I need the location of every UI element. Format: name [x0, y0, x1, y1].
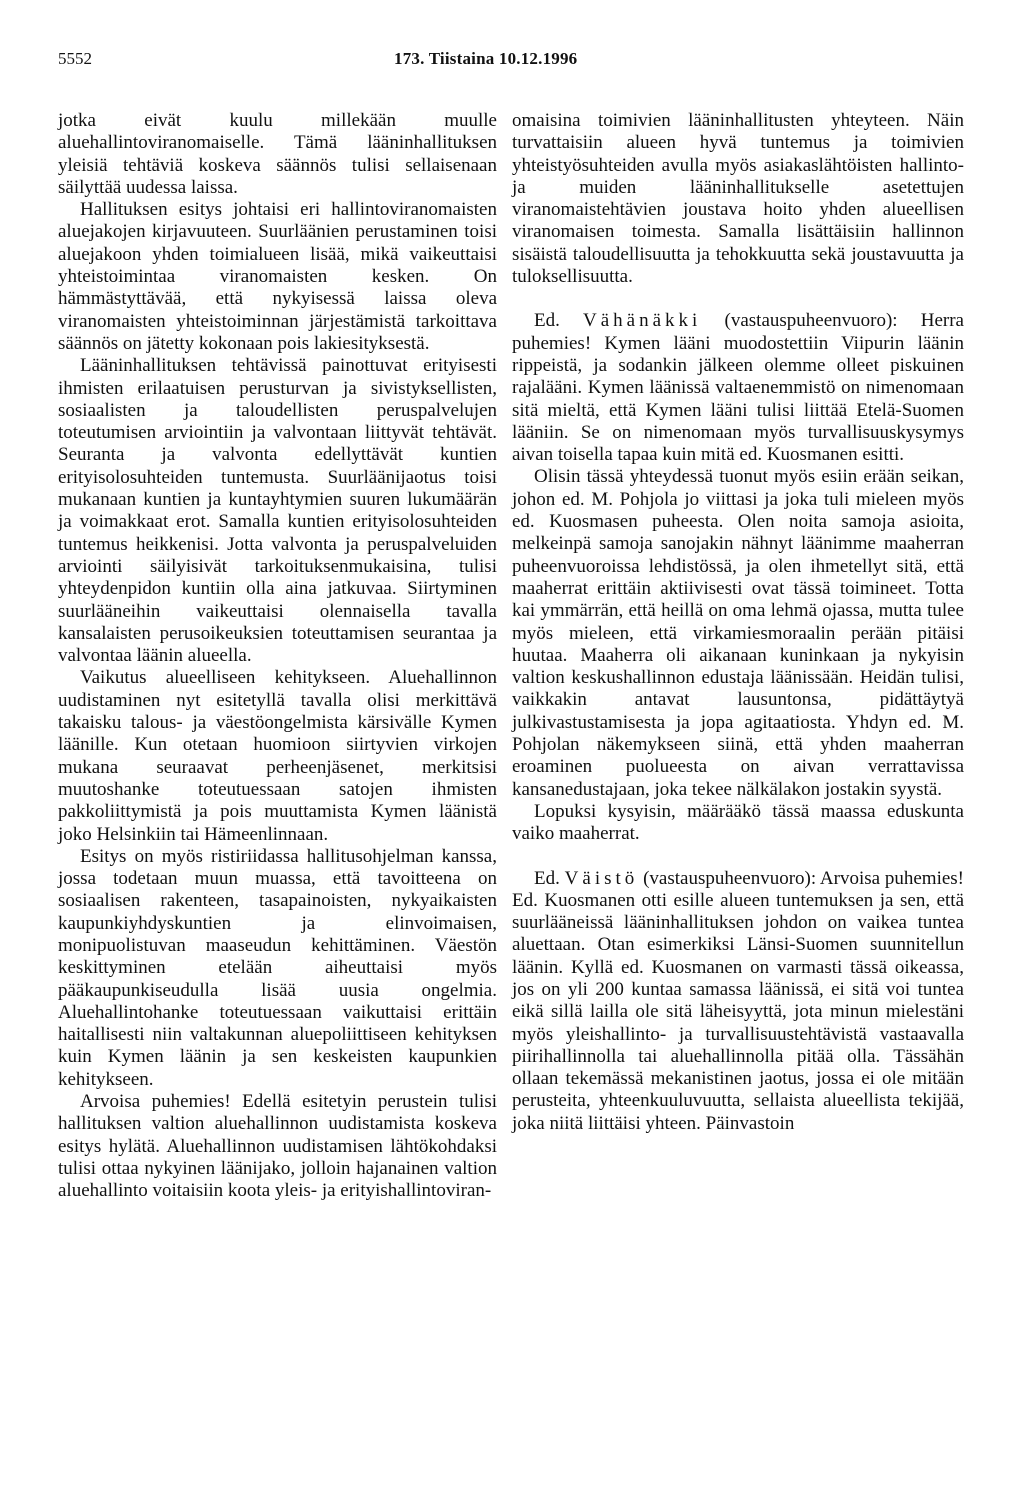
- paragraph: jotka eivät kuulu millekään muulle aluehallintoviranomaiselle. Tämä lääninhallituksen yleisiä tehtäviä koskeva säännös tulisi sellaisenaan säilyttää uudessa laissa.: [58, 110, 497, 198]
- speech-text: (vastauspuheenvuoro): Herra puhemies! Kymen lääni muodostettiin Viipurin läänin rippeistä, ja sodankin jälkeen olemme olleet piskuinen rajalääni. Kymen läänissä valtaenemmistö on nimenomaan sitä mieltä, että Kymen lääni tulisi liittää Etelä-Suomen lääniin. Se on nimenomaan myös turvallisuuskysymys aivan toisella tapaa kuin mitä ed. Kuosmanen esitti.: [512, 310, 964, 466]
- paragraph: omaisina toimivien lääninhallitusten yhteyteen. Näin turvattaisiin alueen hyvä tuntemus ja toimivien yhteistyösuhteiden avulla myös asiakaslähtöisten hallinto- ja muiden lääninhallitukselle asetettujen viranomaistehtävien joustava hoito yhden alueellisen viranomaisen toimesta. Samalla lisättäisiin hallinnon sisäistä taloudellisuutta ja tehokkuutta sekä joustavuutta ja tuloksellisuutta.: [512, 110, 964, 288]
- speaker-name: Väistö: [564, 867, 639, 889]
- paragraph: Arvoisa puhemies! Edellä esitetyin perustein tulisi hallituksen valtion aluehallinnon uudistamista koskeva esitys hylätä. Aluehallinnon uudistamisen lähtökohdaksi tulisi ottaa nykyinen läänijako, jolloin hajanainen valtion aluehallinto voitaisiin koota yleis- ja erityishallintoviran-: [58, 1091, 497, 1202]
- speech-text: (vastauspuheenvuoro): Arvoisa puhemies! Ed. Kuosmanen otti esille alueen tuntemuksen ja sen, että suurlääneissä lääninhallituksen johdon on vaikea tuntea aluettaan. Otan esimerkiksi Länsi-Suomen suunnitellun läänin. Kyllä ed. Kuosmanen on varmasti tässä oikeassa, jos on yli 200 kuntaa samassa läänissä, ei sitä voi tuntea eikä sillä lailla ole sitä läheisyyttä, jota minun mielestäni myös yleishallinto- ja turvallisuustehtävistä vastaavalla piirihallinnolla tai aluehallinnolla pitää olla. Tässähän ollaan tekemässä mekanistinen jaotus, jossa ei ole mitään perusteita, yhteenkuuluvuutta, sellaista alueellista tekijää, joka niitä liittäisi yhteen. Päinvastoin: [512, 867, 965, 1134]
- speaker-name: Vähänäkki: [583, 310, 702, 332]
- paragraph: Hallituksen esitys johtaisi eri hallintoviranomaisten aluejakojen kirjavuuteen. Suurläänien perustaminen toisi aluejakoon yhden toimialueen lisää, mikä vaikeuttaisi yhteistoimintaa viranomaisten kesken. On hämmästyttävää, että nykyisessä laissa oleva viranomaisten yhteistoiminnan järjestämistä tarkoittava säännös on jätetty kokonaan pois lakiesityksestä.: [58, 199, 497, 354]
- paragraph: Vaikutus alueelliseen kehitykseen. Aluehallinnon uudistaminen nyt esitetyllä tavalla olisi merkittävä takaisku talous- ja väestöongelmista kärsivälle Kymen läänille. Kun otetaan huomioon siirtyvien virkojen mukana seuraavat perheenjäsenet, merkitsisi muutoshanke toteutuessaan satojen ihmisten pakkoliittymistä ja pois muuttamista Kymen läänistä joko Helsinkiin tai Hämeenlinnaan.: [58, 667, 497, 845]
- speech-prefix: Ed.: [534, 310, 584, 332]
- page-header-title: 173. Tiistaina 10.12.1996: [394, 49, 578, 68]
- paragraph: Olisin tässä yhteydessä tuonut myös esiin erään seikan, johon ed. M. Pohjola jo viittasi ja joka tuli mieleen myös ed. Kuosmasen puheesta. Olen noita samoja asioita, melkeinpä samoja sanojakin nähnyt läänimme maaherran puheenvuoroissa lehdistössä, ja olen ihmetellyt sitä, että maaherrat erittäin aktiivisesti ovat tässä toimineet. Totta kai ymmärrän, että heillä on oma lehmä ojassa, mutta tulee myös mieleen, että virkamiesmoraalin perään pitäisi huutaa. Maaherra oli aikanaan kuninkaan ja nykyisin valtion keskushallinnon edustaja läänissään. Heidän tulisi, vaikkakin antavat lausuntonsa, pidättäytyä julkivastustamisesta ja jopa agitaatiosta. Yhdyn ed. M. Pohjolan näkemykseen siinä, että yhden maaherran eroaminen puolueesta on aivan verrattavissa kansanedustajaan, joka tekee nälkälakon jostakin syystä.: [512, 466, 964, 800]
- speech-paragraph: [512, 310, 964, 466]
- speech-paragraph: [512, 868, 964, 1136]
- speech-prefix: Ed.: [534, 867, 565, 889]
- paragraph: Lääninhallituksen tehtävissä painottuvat erityisesti ihmisten erilaatuisen perusturvan ja sivistyksellisten, sosiaalisten ja taloudellisten peruspalvelujen toteutumisen arviointiin ja valvontaan liittyvät tehtävät. Seuranta ja valvonta edellyttävät kuntien erityisolosuhteiden tuntemusta. Suurläänijaotus toisi mukanaan kuntien ja kuntayhtymien suuren lukumäärän ja voimakkaat erot. Samalla kuntien erityisolosuhteiden tuntemus heikkenisi. Jotta valvonta ja peruspalveluiden arviointi säilyisivät tarkoituksenmukaisina, tulisi yhteydenpidon kuntiin olla aina jatkuvaa. Siirtyminen suurlääneihin vaikeuttaisi olennaisella tavalla kansalaisten perusoikeuksien toteuttamisen seurantaa ja valvontaa läänin alueella.: [58, 355, 497, 667]
- page-number: 5552: [58, 49, 92, 68]
- paragraph: Esitys on myös ristiriidassa hallitusohjelman kanssa, jossa todetaan muun muassa, että tavoitteena on sosiaalisen rakenteen, tasapainoisten, nykyaikaisten kaupunkiyhdyskuntien ja elinvoimaisen, monipuolistuvan maaseudun kehittäminen. Väestön keskittyminen etelään aiheuttaisi myös pääkaupunkiseudulla lisää uusia ongelmia. Aluehallintohanke toteutuessaan vaikuttaisi erittäin haitallisesti niin valtakunnan aluepoliittiseen kehityksen kuin Kymen läänin ja sen keskeisten kaupunkien kehitykseen.: [58, 845, 497, 1090]
- left-column: [58, 110, 497, 1203]
- right-column: [512, 110, 964, 1135]
- paragraph: Lopuksi kysyisin, määrääkö tässä maassa eduskunta vaiko maaherrat.: [512, 800, 964, 845]
